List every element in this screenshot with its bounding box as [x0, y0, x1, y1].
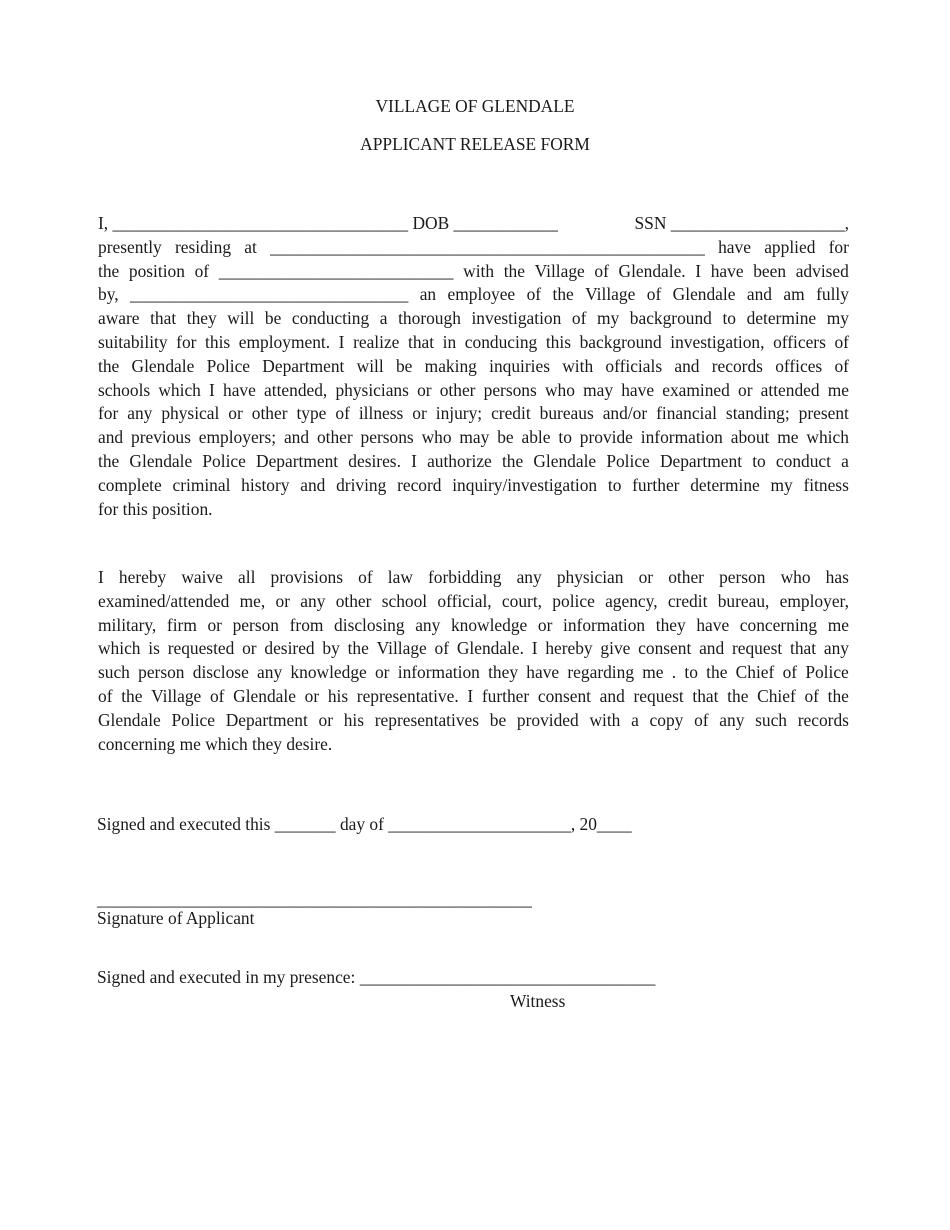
word: information — [397, 662, 480, 683]
word: I — [695, 260, 702, 281]
word: request — [633, 685, 684, 706]
word: Chief — [757, 685, 796, 706]
word: me — [827, 379, 849, 400]
word: have — [710, 260, 744, 281]
paragraph-line — [98, 260, 849, 284]
word: such — [755, 709, 788, 730]
word: disclosing — [334, 614, 405, 635]
word: other — [251, 403, 288, 424]
word: of — [98, 685, 113, 706]
paragraph-line — [98, 331, 849, 355]
word: and — [746, 284, 772, 305]
word: my — [596, 308, 620, 329]
word: who — [544, 379, 575, 400]
word: has — [825, 567, 849, 587]
word: they — [186, 308, 217, 329]
word: have — [526, 662, 560, 683]
word: provisions — [270, 567, 344, 587]
paragraph-line — [98, 614, 849, 638]
paragraph-line — [98, 637, 849, 661]
word: other — [335, 590, 372, 611]
word: ___________________________ — [218, 260, 454, 281]
word: making — [424, 355, 477, 376]
word: to — [752, 450, 766, 471]
word: have — [223, 379, 256, 400]
word: physicians — [335, 379, 409, 400]
word: the — [501, 450, 524, 471]
word: regarding — [567, 662, 635, 683]
word: of — [782, 662, 798, 683]
word: requested — [167, 638, 235, 659]
word: or — [374, 662, 390, 683]
word: by, — [98, 284, 119, 305]
word: of — [646, 284, 662, 305]
word: at — [244, 236, 257, 257]
word: any — [823, 638, 849, 659]
paragraph-line — [98, 379, 849, 403]
word: further — [481, 685, 530, 706]
paragraph-line — [98, 709, 849, 733]
word: consent — [638, 638, 692, 659]
word: records — [711, 355, 763, 376]
word: give — [600, 638, 631, 659]
paragraph-line — [98, 236, 849, 260]
word: to — [607, 474, 622, 495]
release-paragraph — [98, 212, 849, 521]
word: attended — [760, 379, 820, 400]
word: Village — [151, 685, 202, 706]
word: person — [232, 614, 279, 635]
word: me — [777, 427, 799, 448]
word: be — [264, 308, 282, 329]
word: suitability — [98, 331, 168, 352]
word: may — [459, 427, 490, 448]
word: I — [467, 685, 474, 706]
word: the — [98, 450, 120, 471]
word: or — [318, 709, 333, 730]
word: provide — [579, 427, 633, 448]
word: able — [521, 427, 551, 448]
word: Police — [202, 450, 246, 471]
waiver-paragraph — [98, 566, 849, 756]
word: present — [798, 403, 849, 424]
word: of — [526, 284, 542, 305]
word: conduct — [775, 450, 831, 471]
word: this — [545, 331, 571, 352]
word: Department — [262, 355, 345, 376]
word: conducting — [291, 308, 370, 329]
word: and — [674, 355, 700, 376]
word: will — [356, 355, 384, 376]
word: have — [621, 379, 655, 400]
word: or — [304, 685, 320, 706]
word: have — [718, 236, 751, 257]
word: all — [238, 567, 256, 587]
word: be — [489, 709, 507, 730]
word: Glendale. — [618, 260, 686, 281]
word: ________________________________ — [130, 284, 409, 305]
word: criminal — [172, 474, 231, 495]
paragraph-line — [98, 307, 849, 331]
word: attended, — [264, 379, 328, 400]
word: provided — [516, 709, 579, 730]
word: or — [207, 614, 222, 635]
word: Police — [805, 662, 849, 683]
word: to — [558, 427, 572, 448]
word: my — [770, 474, 793, 495]
word: of — [804, 685, 819, 706]
word: or — [638, 567, 654, 587]
word: Police — [206, 355, 251, 376]
word: me — [827, 614, 849, 635]
word: advised — [795, 260, 849, 281]
word: person — [138, 662, 185, 683]
signed-executed-line: Signed and executed this _______ day of _____________________, 20____ — [97, 814, 632, 834]
word: any — [415, 614, 441, 635]
word: physician — [556, 567, 624, 587]
word: Chief — [735, 662, 775, 683]
word: determine — [690, 474, 760, 495]
word: Village — [585, 284, 636, 305]
word: of — [594, 260, 609, 281]
word: bureau, — [717, 590, 770, 611]
paragraph-last-line: concerning me which they desire. — [98, 733, 333, 754]
word: that — [150, 308, 177, 329]
word: with — [589, 709, 621, 730]
word: who — [780, 567, 811, 587]
word: standing; — [725, 403, 790, 424]
word: record — [397, 474, 442, 495]
word: the — [552, 284, 574, 305]
word: and — [599, 685, 625, 706]
word: of — [335, 403, 350, 424]
word: me, — [239, 590, 266, 611]
word: with — [562, 355, 594, 376]
word: any — [300, 590, 326, 611]
word: applied — [764, 236, 816, 257]
word: be — [395, 355, 413, 376]
paragraph-line — [98, 426, 849, 450]
word: any — [719, 709, 745, 730]
word: other — [439, 379, 476, 400]
word: Glendale — [129, 450, 193, 471]
word: injury; — [435, 403, 483, 424]
word: been — [753, 260, 787, 281]
word: the — [347, 638, 369, 659]
word: employer, — [779, 590, 849, 611]
word: copy — [649, 709, 684, 730]
word: the — [98, 355, 120, 376]
word: law — [387, 567, 413, 587]
word: representative. — [356, 685, 459, 706]
word: forbidding — [428, 567, 502, 587]
word: me — [642, 662, 664, 683]
word: authorize — [427, 450, 492, 471]
word: determine — [746, 308, 817, 329]
word: disclose — [192, 662, 249, 683]
word: of — [571, 308, 587, 329]
word: representatives — [374, 709, 480, 730]
word: military, — [98, 614, 157, 635]
word: which — [806, 427, 849, 448]
word: Glendale. — [456, 638, 524, 659]
word: officials — [605, 355, 663, 376]
witness-label: Witness — [510, 991, 566, 1011]
word: residing — [175, 236, 232, 257]
word: any — [257, 662, 283, 683]
word: that — [692, 685, 719, 706]
word: I — [411, 450, 417, 471]
word: persons — [360, 427, 414, 448]
word: will — [227, 308, 255, 329]
word: information — [563, 614, 646, 635]
word: an — [419, 284, 437, 305]
word: type — [296, 403, 327, 424]
word: his — [343, 709, 365, 730]
signature-label: Signature of Applicant — [97, 908, 255, 928]
paragraph-line — [98, 283, 849, 307]
word: employee — [447, 284, 516, 305]
word: of — [694, 709, 709, 730]
word: fully — [816, 284, 849, 305]
word: firm — [166, 614, 197, 635]
word: am — [783, 284, 805, 305]
word: persons — [483, 379, 537, 400]
word: of — [434, 638, 450, 659]
word: Glendale — [533, 450, 597, 471]
word: Glendale — [131, 355, 195, 376]
paragraph-line — [98, 450, 849, 474]
word: and — [300, 474, 326, 495]
paragraph-last-line: for this position. — [98, 498, 213, 519]
organization-title: VILLAGE OF GLENDALE — [375, 96, 575, 116]
paragraph-line — [98, 590, 849, 614]
word: the — [827, 685, 849, 706]
word: by — [322, 638, 340, 659]
word: and — [699, 638, 725, 659]
word: financial — [656, 403, 717, 424]
word: driving — [336, 474, 387, 495]
word: officers — [773, 331, 826, 352]
word: police — [552, 590, 595, 611]
word: bureaus — [539, 403, 594, 424]
word: that — [408, 331, 435, 352]
word: knowledge — [290, 662, 367, 683]
paragraph-line — [98, 566, 849, 590]
paragraph-line — [98, 212, 849, 236]
word: consent — [537, 685, 591, 706]
word: or — [417, 379, 432, 400]
word: of — [834, 355, 849, 376]
word: any — [127, 403, 153, 424]
word: they — [655, 614, 686, 635]
word: of — [358, 567, 373, 587]
word: for — [176, 331, 197, 352]
word: information — [640, 427, 723, 448]
word: records — [797, 709, 849, 730]
word: or — [537, 614, 553, 635]
word: I — [338, 331, 345, 352]
word: realize — [353, 331, 400, 352]
word: request — [731, 638, 783, 659]
word: Glendale — [98, 709, 161, 730]
word: of — [834, 331, 849, 352]
word: from — [289, 614, 324, 635]
word: his — [327, 685, 349, 706]
word: other — [316, 427, 353, 448]
word: hereby — [118, 567, 167, 587]
word: knowledge — [450, 614, 528, 635]
word: and — [283, 427, 310, 448]
word: credit — [667, 590, 708, 611]
word: Department — [256, 450, 339, 471]
word: the — [98, 260, 120, 281]
word: desired — [264, 638, 315, 659]
word: physical — [161, 403, 220, 424]
word: may — [583, 379, 614, 400]
form-title: APPLICANT RELEASE FORM — [360, 134, 590, 154]
word: a — [841, 450, 849, 471]
word: hereby — [545, 638, 593, 659]
word: to — [722, 308, 736, 329]
word: examined/attended — [98, 590, 230, 611]
word: I — [531, 638, 538, 659]
word: waive — [181, 567, 223, 587]
word: schools — [98, 379, 151, 400]
paragraph-line — [98, 661, 849, 685]
word: a — [631, 709, 639, 730]
word: . — [671, 662, 677, 683]
word: background — [629, 308, 712, 329]
word: investigation, — [670, 331, 765, 352]
word: the — [121, 685, 143, 706]
word: for — [828, 236, 849, 257]
paragraph-line — [98, 402, 849, 426]
word: desires. — [348, 450, 401, 471]
word: illness — [358, 403, 404, 424]
word: Department — [225, 709, 308, 730]
word: my — [826, 308, 849, 329]
word: __________________________________________________ — [270, 236, 705, 257]
word: which — [158, 379, 201, 400]
word: or — [242, 638, 257, 659]
word: a — [379, 308, 388, 329]
word: for — [98, 403, 119, 424]
signature-line: __________________________________________________ — [97, 889, 532, 909]
word: Department — [659, 450, 743, 471]
word: in — [442, 331, 457, 352]
word: investigation — [471, 308, 562, 329]
word: this — [205, 331, 231, 352]
word: history — [241, 474, 290, 495]
word: with — [463, 260, 495, 281]
word: offices — [775, 355, 823, 376]
word: the — [706, 662, 728, 683]
word: is — [148, 638, 160, 659]
word: employers; — [198, 427, 277, 448]
paragraph-line — [98, 685, 849, 709]
word: of — [209, 685, 225, 706]
word: that — [789, 638, 817, 659]
word: I — [98, 567, 104, 587]
word: agency, — [605, 590, 658, 611]
word: aware — [98, 308, 140, 329]
word: or — [412, 403, 427, 424]
word: the — [727, 685, 749, 706]
paragraph-line — [98, 355, 849, 379]
word: Glendale — [233, 685, 296, 706]
word: other — [668, 567, 704, 587]
word: employment. — [238, 331, 331, 352]
word: have — [696, 614, 730, 635]
word: position — [128, 260, 185, 281]
word: Police — [606, 450, 650, 471]
word: about — [730, 427, 770, 448]
word: SSN ____________________, — [634, 213, 849, 233]
word: any — [516, 567, 542, 587]
word: which — [98, 638, 141, 659]
word: of — [194, 260, 210, 281]
word: and — [98, 427, 124, 448]
word: Police — [171, 709, 215, 730]
word: complete — [98, 474, 162, 495]
word: school — [381, 590, 428, 611]
word: such — [98, 662, 130, 683]
word: credit — [491, 403, 531, 424]
word: inquiry/investigation — [452, 474, 598, 495]
word: background — [579, 331, 662, 352]
word: presently — [98, 236, 162, 257]
word: examined — [662, 379, 730, 400]
word: or — [228, 403, 243, 424]
word: further — [632, 474, 680, 495]
word: conducing — [464, 331, 538, 352]
word: the — [503, 260, 525, 281]
word: Village — [376, 638, 427, 659]
word: official, — [437, 590, 492, 611]
word: person — [719, 567, 766, 587]
word: court, — [501, 590, 543, 611]
word: thorough — [398, 308, 461, 329]
word: or — [738, 379, 753, 400]
word: I — [209, 379, 215, 400]
word: Village — [534, 260, 585, 281]
word: to — [684, 662, 698, 683]
word: Glendale — [672, 284, 736, 305]
witness-presence-line: Signed and executed in my presence: __________________________________ — [97, 967, 656, 987]
word: fitness — [803, 474, 849, 495]
word: they — [488, 662, 519, 683]
word: and/or — [602, 403, 648, 424]
word: previous — [131, 427, 191, 448]
word: inquiries — [489, 355, 550, 376]
word: be — [497, 427, 514, 448]
word: concerning — [739, 614, 818, 635]
word: who — [421, 427, 452, 448]
word: I, __________________________________ DOB ____________ — [98, 213, 558, 233]
word: or — [275, 590, 290, 611]
paragraph-line — [98, 474, 849, 498]
